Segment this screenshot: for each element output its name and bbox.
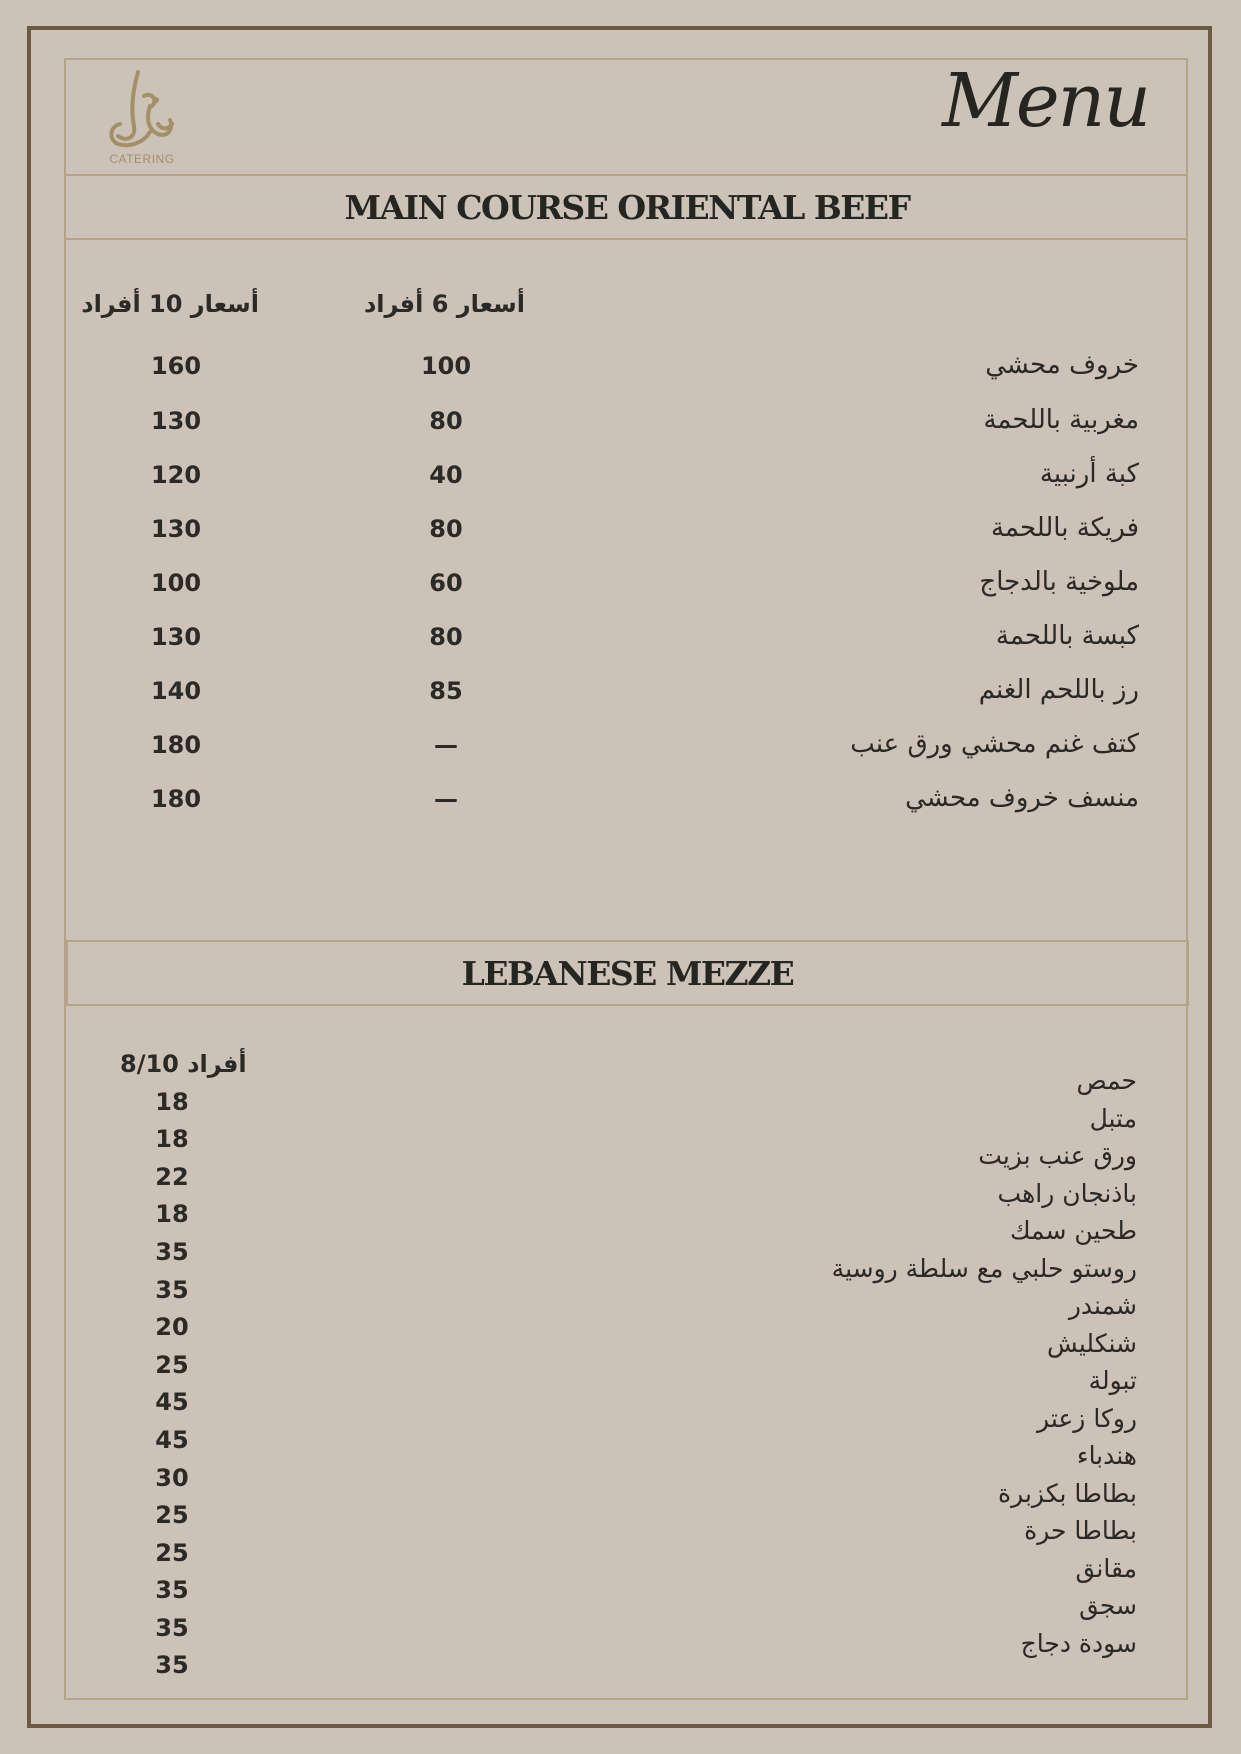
price-6: 100 — [420, 352, 472, 380]
menu-title: Menu — [942, 58, 1149, 144]
price-10: 180 — [150, 731, 202, 759]
mezze-item-name: شنكليش — [1047, 1329, 1137, 1358]
mezze-item-price: 45 — [155, 1388, 189, 1416]
price-10: 180 — [150, 785, 202, 813]
mezze-item-name: ورق عنب بزيت — [978, 1141, 1137, 1170]
mezze-item-price: 25 — [155, 1539, 189, 1567]
main-course-title-bar — [66, 174, 1188, 240]
mezze-item-name: متبل — [1089, 1104, 1137, 1133]
mezze-item-name: حمص — [1076, 1066, 1137, 1095]
mezze-item-name: روكا زعتر — [1037, 1404, 1137, 1433]
mezze-item-price: 35 — [155, 1276, 189, 1304]
mezze-item-name: سودة دجاج — [1020, 1629, 1137, 1658]
catering-logo — [100, 66, 190, 170]
mezze-item-name: سجق — [1079, 1591, 1137, 1620]
price-6: 80 — [429, 515, 463, 543]
mezze-item-name: تبولة — [1088, 1366, 1137, 1395]
mezze-column-header: 8/10 أفراد — [120, 1050, 247, 1078]
price-6: 85 — [429, 677, 463, 705]
price-10: 130 — [150, 623, 202, 651]
mezze-item-name: بطاطا حرة — [1024, 1516, 1137, 1545]
dish-name: كبة أرنبية — [1039, 459, 1139, 489]
price-10: 130 — [150, 515, 202, 543]
mezze-item-price: 35 — [155, 1651, 189, 1679]
price-10: 160 — [150, 352, 202, 380]
dish-name: فريكة باللحمة — [990, 513, 1139, 543]
mezze-item-name: شمندر — [1068, 1291, 1137, 1320]
price-10: 130 — [150, 407, 202, 435]
mezze-item-price: 35 — [155, 1576, 189, 1604]
price-6: — — [434, 785, 458, 813]
column-header-6-persons: أسعار 6 أفراد — [363, 290, 525, 318]
price-6: 80 — [429, 623, 463, 651]
dish-name: كبسة باللحمة — [995, 621, 1139, 651]
mezze-item-price: 18 — [155, 1200, 189, 1228]
mezze-item-price: 20 — [155, 1313, 189, 1341]
dish-name: كتف غنم محشي ورق عنب — [850, 729, 1139, 759]
price-6: 80 — [429, 407, 463, 435]
mezze-item-price: 25 — [155, 1351, 189, 1379]
column-header-10-persons: أسعار 10 أفراد — [81, 290, 259, 318]
mezze-item-price: 22 — [155, 1163, 189, 1191]
mezze-item-name: طحين سمك — [1009, 1216, 1137, 1245]
mezze-item-price: 35 — [155, 1238, 189, 1266]
mezze-item-price: 45 — [155, 1426, 189, 1454]
mezze-title-bar — [66, 940, 1189, 1006]
main-course-title: MAIN COURSE ORIENTAL BEEF — [344, 187, 910, 227]
price-10: 100 — [150, 569, 202, 597]
mezze-item-name: باذنجان راهب — [997, 1179, 1137, 1208]
mezze-item-name: هندباء — [1076, 1441, 1137, 1470]
mezze-item-price: 18 — [155, 1125, 189, 1153]
price-10: 140 — [150, 677, 202, 705]
price-10: 120 — [150, 461, 202, 489]
dish-name: خروف محشي — [985, 350, 1139, 380]
dish-name: ملوخية بالدجاج — [979, 567, 1139, 597]
mezze-title: LEBANESE MEZZE — [461, 953, 794, 993]
mezze-item-price: 25 — [155, 1501, 189, 1529]
mezze-item-name: بطاطا بكزبرة — [998, 1479, 1137, 1508]
price-6: 40 — [429, 461, 463, 489]
mezze-item-price: 35 — [155, 1614, 189, 1642]
logo-catering-label: CATERING — [109, 152, 175, 166]
price-6: — — [434, 731, 458, 759]
dish-name: رز باللحم الغنم — [978, 675, 1139, 705]
mezze-item-name: روستو حلبي مع سلطة روسية — [831, 1254, 1137, 1283]
price-6: 60 — [429, 569, 463, 597]
dish-name: منسف خروف محشي — [905, 783, 1139, 813]
dish-name: مغربية باللحمة — [983, 405, 1139, 435]
mezze-item-price: 18 — [155, 1088, 189, 1116]
mezze-item-name: مقانق — [1075, 1554, 1137, 1583]
mezze-item-price: 30 — [155, 1464, 189, 1492]
